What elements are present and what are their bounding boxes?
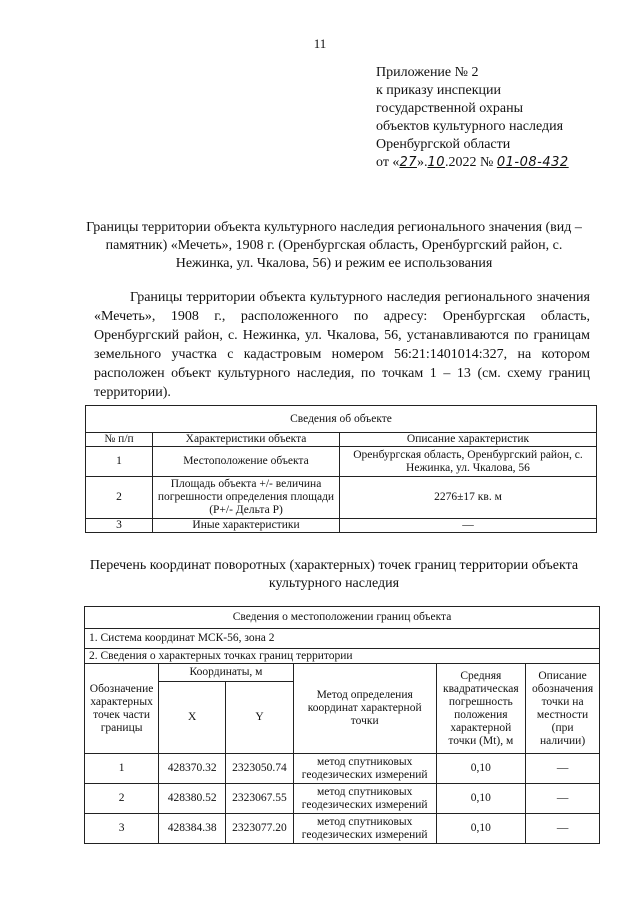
- table-caption: Сведения об объекте: [86, 406, 597, 433]
- table-cell: 0,10: [436, 814, 526, 844]
- table-cell: Местоположение объекта: [153, 447, 340, 477]
- table-caption: Сведения о местоположении границ объекта: [85, 607, 600, 629]
- table-cell: 2: [86, 477, 153, 519]
- table-cell: метод спутниковых геодезических измерений: [293, 814, 436, 844]
- date-prefix: от «: [376, 155, 400, 170]
- column-header: Метод определения координат характерной точки: [293, 664, 436, 754]
- table-cell: 2323050.74: [226, 754, 294, 784]
- appendix-line: объектов культурного наследия: [376, 119, 564, 134]
- table-cell: —: [340, 519, 597, 533]
- table-cell: 428384.38: [159, 814, 226, 844]
- appendix-block: [376, 64, 569, 172]
- table-cell: 3: [85, 814, 159, 844]
- table-cell: Иные характеристики: [153, 519, 340, 533]
- handwritten-month: 10: [427, 155, 446, 170]
- coordinates-table: [84, 606, 600, 844]
- table-cell: 1: [85, 754, 159, 784]
- table-cell: 0,10: [436, 754, 526, 784]
- appendix-line: государственной охраны: [376, 101, 524, 116]
- column-header: Y: [226, 682, 294, 754]
- handwritten-order-number: 01-08-432: [496, 155, 569, 170]
- column-header: Обозначение характерных точек части границы: [85, 664, 159, 754]
- table-cell: 0,10: [436, 784, 526, 814]
- table-cell: метод спутниковых геодезических измерений: [293, 784, 436, 814]
- table-cell: 428380.52: [159, 784, 226, 814]
- object-info-table: [85, 405, 597, 533]
- table-cell: Оренбургская область, Оренбургский район, с. Нежинка, ул. Чкалова, 56: [340, 447, 597, 477]
- order-date-line: [376, 154, 569, 172]
- column-header: Средняя квадратическая погрешность положения характерной точки (Mt), м: [436, 664, 526, 754]
- table-cell: Площадь объекта +/- величина погрешности определения площади (Р+/- Дельта Р): [153, 477, 340, 519]
- section-row: 2. Сведения о характерных точках границ территории: [85, 649, 600, 664]
- handwritten-day: 27: [399, 155, 417, 170]
- table-cell: 2323077.20: [226, 814, 294, 844]
- page-number: 11: [313, 36, 327, 51]
- table-cell: 3: [86, 519, 153, 533]
- table-cell: —: [526, 784, 600, 814]
- boundary-paragraph: Границы территории объекта культурного наследия регионального значения «Мечеть», 1908 г., расположенного по адресу: Оренбургская область, Оренбургский район, с. Нежинка, ул. Чкалова, 56, устанавливаются по границам земельного участка с кадастровым номером 56:21:1401014:327, на котором расположен объект культурного наследия, по точкам 1 – 13 (см. схему границ территории).: [94, 290, 590, 400]
- date-mid: ».: [416, 155, 428, 170]
- appendix-line: к приказу инспекции: [376, 83, 502, 98]
- table-cell: метод спутниковых геодезических измерений: [293, 754, 436, 784]
- column-header: Описание обозначения точки на местности (при наличии): [526, 664, 600, 754]
- column-header: Описание характеристик: [340, 433, 597, 447]
- appendix-line: Приложение № 2: [376, 65, 479, 80]
- table-cell: —: [526, 814, 600, 844]
- column-header: X: [159, 682, 226, 754]
- table-cell: 2: [85, 784, 159, 814]
- document-title: Границы территории объекта культурного наследия регионального значения (вид – памятник) «Мечеть», 1908 г. (Оренбургская область, Оренбургский район, с. Нежинка, ул. Чкалова, 56) и режим ее использования: [86, 220, 582, 271]
- date-year: .2022 №: [445, 155, 497, 170]
- column-header: № п/п: [86, 433, 153, 447]
- coordinates-heading: Перечень координат поворотных (характерных) точек границ территории объекта культурного наследия: [89, 558, 579, 591]
- table-cell: —: [526, 754, 600, 784]
- column-header: Координаты, м: [159, 664, 294, 682]
- column-header: Характеристики объекта: [153, 433, 340, 447]
- appendix-line: Оренбургской области: [376, 137, 511, 152]
- table-cell: 428370.32: [159, 754, 226, 784]
- table-cell: 2323067.55: [226, 784, 294, 814]
- coordinate-system-row: 1. Система координат МСК-56, зона 2: [85, 629, 600, 649]
- table-cell: 1: [86, 447, 153, 477]
- table-cell: 2276±17 кв. м: [340, 477, 597, 519]
